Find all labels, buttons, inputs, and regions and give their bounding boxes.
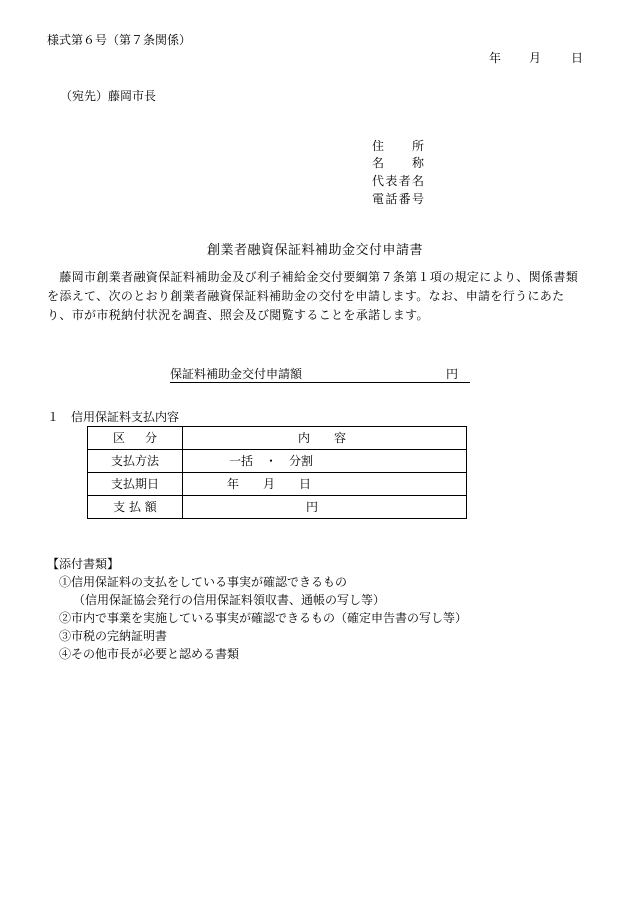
attachment-item: ③市税の完納証明書 [59,629,168,643]
attachments-heading: 【添付書類】 [47,557,120,571]
applicant-phone-label: 電話番号 [372,192,424,206]
table-row [88,473,467,496]
attachment-item: ④その他市長が必要と認める書類 [59,647,240,661]
row-value-payment-amount: 円 [183,496,467,519]
date-day: 日 [571,51,584,65]
date-year: 年 [489,51,502,65]
attachment-item-note: （信用保証協会発行の信用保証料領収書、通帳の写し等） [73,593,386,607]
section1-heading: １ 信用保証料支払内容 [47,410,180,424]
applicant-name-label: 名 称 [372,156,424,170]
date-month: 月 [529,51,542,65]
attachment-item: ①信用保証料の支払をしている事実が確認できるもの [59,575,348,589]
amount-label: 保証料補助金交付申請額 [170,367,303,381]
attachment-item: ②市内で事業を実施している事実が確認できるもの（確定申告書の写し等） [59,611,468,625]
header-category: 区 分 [113,431,157,445]
amount-unit: 円 [446,367,459,381]
table-row [88,496,467,519]
amount-line [170,368,470,383]
table-row [88,450,467,473]
header-content: 内 容 [298,431,346,445]
date-line [489,52,583,64]
table-header-row [88,427,467,450]
row-label-payment-method: 支払方法 [88,450,183,473]
form-number: 様式第６号（第７条関係） [47,33,192,47]
row-value-payment-method: 一括 ・ 分割 [183,450,467,473]
application-body: 藤岡市創業者融資保証料補助金及び利子補給金交付要綱第７条第１項の規定により、関係書類を添えて、次のとおり創業者融資保証料補助金の交付を申請します。なお、申請を行うにあたり、市が市税納付状況を調査、照会及び閲覧することを承諾します。 [47,270,579,322]
row-value-payment-date: 年 月 日 [183,473,467,496]
row-label-payment-amount: 支 払 額 [88,496,183,519]
applicant-address-label: 住 所 [372,139,424,153]
applicant-representative-label: 代表者名 [372,174,424,188]
row-label-payment-date: 支払期日 [88,473,183,496]
payment-details-table [87,426,467,519]
document-title: 創業者融資保証料補助金交付申請書 [206,243,423,258]
addressee: （宛先）藤岡市長 [60,89,157,103]
